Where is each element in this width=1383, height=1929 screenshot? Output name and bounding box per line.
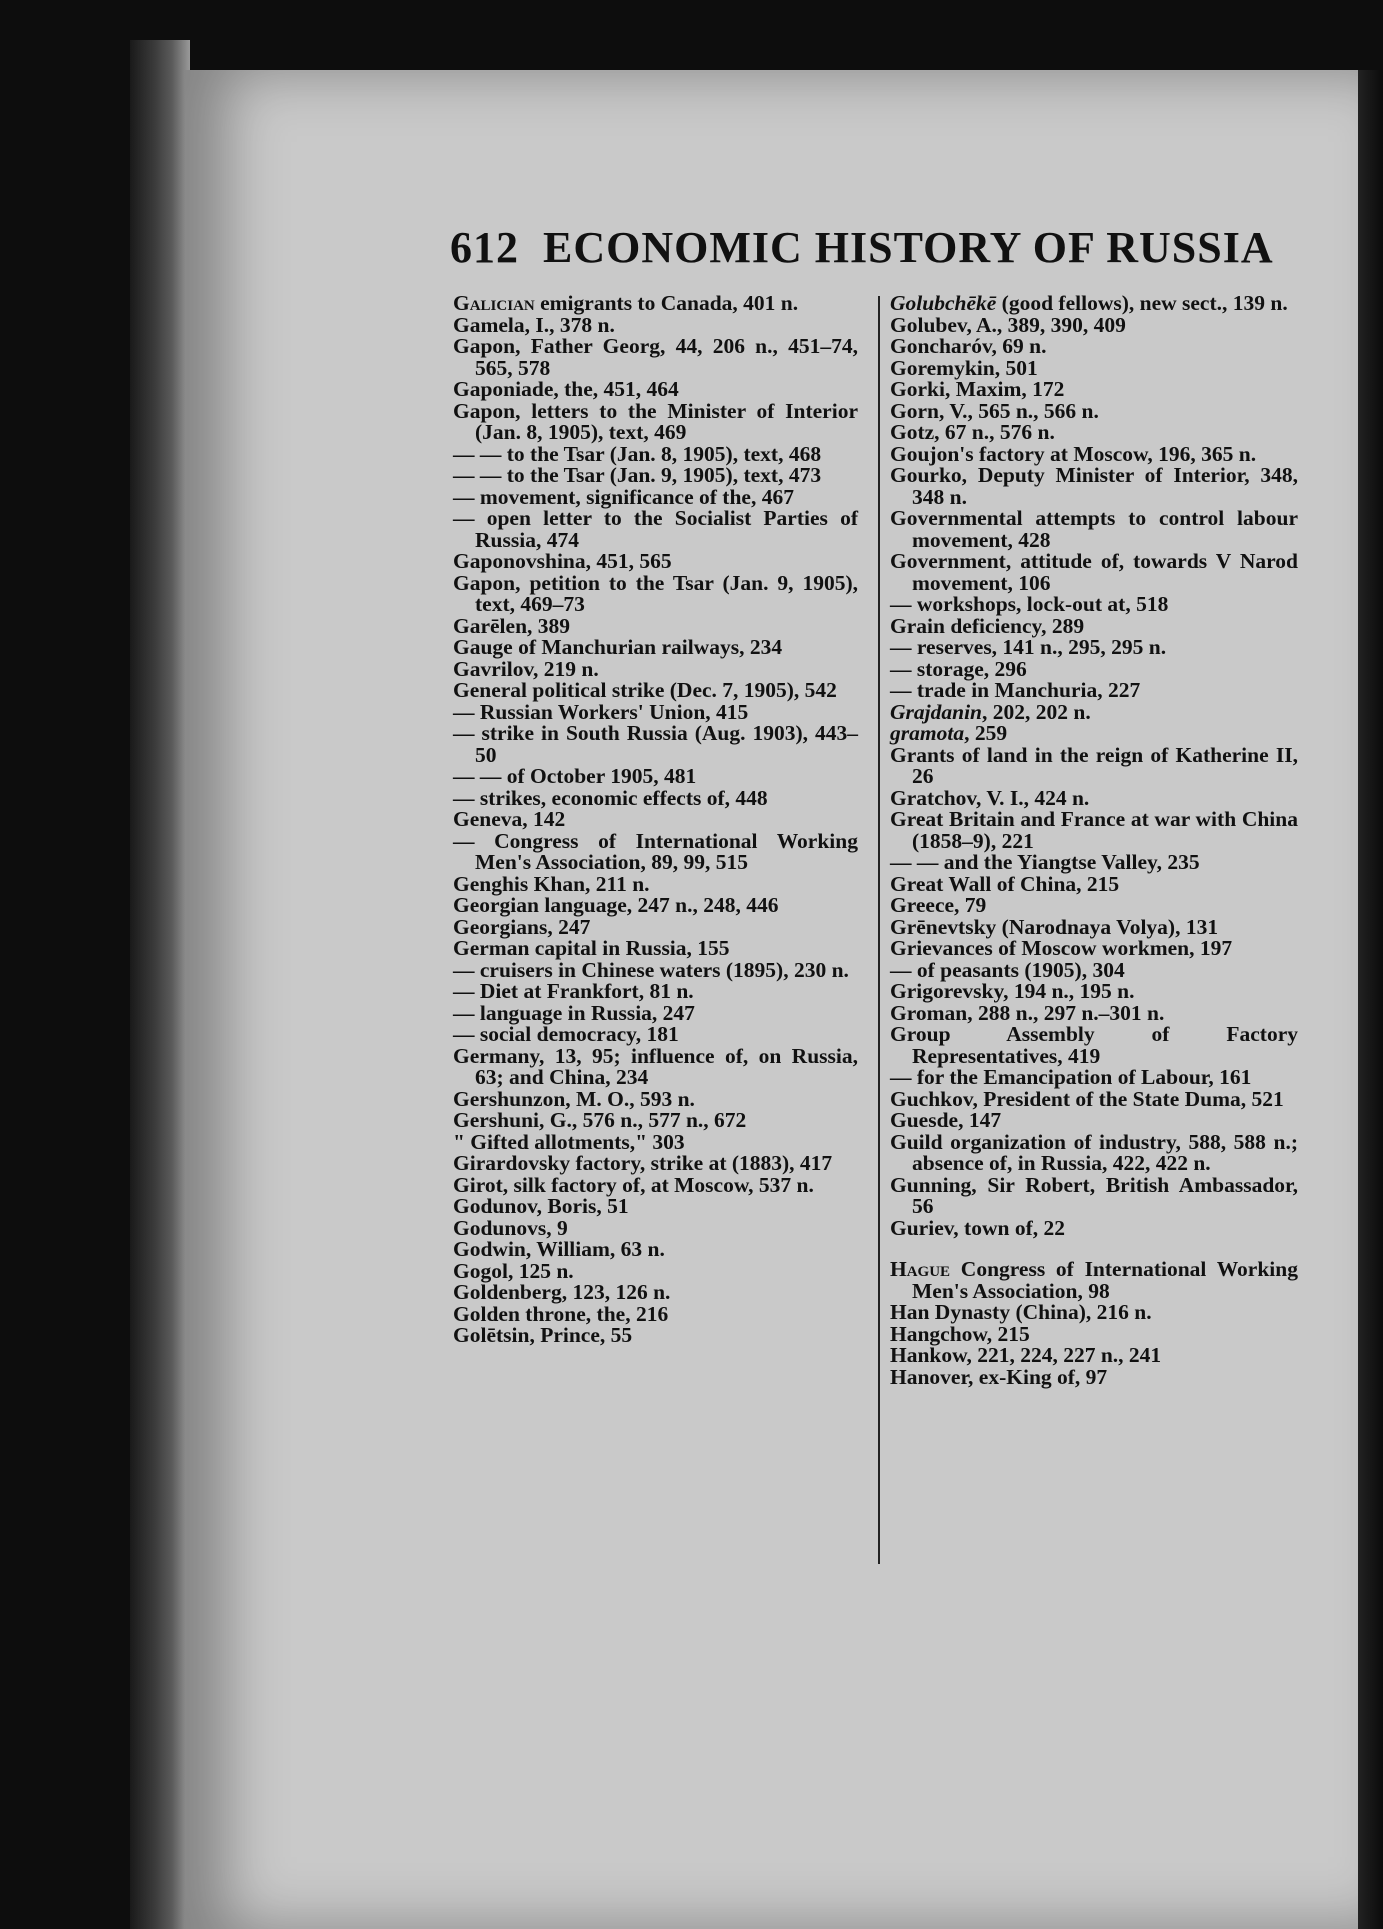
- index-entry-text: Germany, 13, 95; influence of, on Russia, 63; and China, 234: [453, 1043, 858, 1089]
- index-entry: [453, 1258, 858, 1283]
- index-entry: [890, 293, 1298, 315]
- book-spine: [130, 40, 190, 1929]
- index-entry-text: General political strike (Dec. 7, 1905), 542: [453, 678, 837, 702]
- index-entry: [890, 637, 1298, 659]
- index-entry-text: German capital in Russia, 155: [453, 936, 730, 960]
- index-entry: [890, 871, 1298, 896]
- index-entry: [890, 465, 1298, 508]
- index-entry: [890, 1129, 1298, 1175]
- index-entry-text: Gaponovshina, 451, 565: [453, 549, 672, 573]
- index-entry: [453, 1282, 858, 1304]
- index-entry: [890, 680, 1298, 702]
- index-entry-text: Godunovs, 9: [453, 1215, 568, 1240]
- index-entry: [890, 1086, 1298, 1111]
- index-entry-text: Gauge of Manchurian railways, 234: [453, 635, 783, 659]
- index-entry-text: — — to the Tsar (Jan. 9, 1905), text, 473: [453, 463, 822, 487]
- index-entry-text: — Congress of International Working Men's Association, 89, 99, 515: [453, 828, 858, 874]
- index-entry-text: Girardovsky factory, strike at (1883), 417: [453, 1151, 833, 1175]
- index-entry: [453, 484, 858, 509]
- page-header: [450, 222, 1274, 273]
- index-entry: [453, 828, 858, 874]
- index-entry-text: — social democracy, 181: [453, 1022, 679, 1046]
- index-entry: [890, 336, 1298, 358]
- index-entry: [453, 981, 858, 1003]
- index-entry-text: Goldenberg, 123, 126 n.: [453, 1280, 671, 1304]
- index-entry-lead: gramota: [890, 721, 965, 745]
- index-entry-text: Gorki, Maxim, 172: [890, 377, 1065, 401]
- index-entry: [453, 809, 858, 831]
- index-entry-lead: Grajdanin: [890, 699, 983, 724]
- index-entry-text: , 202, 202 n.: [982, 699, 1091, 724]
- index-entry: [890, 441, 1298, 466]
- index-entry: [890, 1110, 1298, 1132]
- index-entry: [453, 336, 858, 379]
- index-entry-text: — — of October 1905, 481: [453, 764, 697, 788]
- index-entry: [890, 379, 1298, 401]
- index-entry: [890, 957, 1298, 982]
- index-entry-text: Guriev, town of, 22: [890, 1215, 1065, 1240]
- index-entry: [453, 957, 858, 982]
- index-entry-text: — — to the Tsar (Jan. 8, 1905), text, 468: [453, 441, 822, 466]
- index-entry-text: Hangchow, 215: [890, 1321, 1030, 1346]
- index-column-left: [453, 293, 858, 1347]
- index-entry-text: Grievances of Moscow workmen, 197: [890, 936, 1233, 960]
- index-entry: [890, 914, 1298, 939]
- index-entry-text: — for the Emancipation of Labour, 161: [890, 1065, 1252, 1089]
- index-entry-text: Georgians, 247: [453, 914, 591, 939]
- index-entry-text: emigrants to Canada, 401 n.: [534, 291, 799, 315]
- index-entry-text: Guesde, 147: [890, 1108, 1002, 1132]
- index-entry-text: Governmental attempts to control labour movement, 428: [890, 506, 1298, 552]
- column-divider: [878, 296, 880, 1564]
- index-entry-text: Goncharóv, 69 n.: [890, 334, 1047, 358]
- index-entry-text: Gershunzon, M. O., 593 n.: [453, 1086, 695, 1111]
- index-entry-text: Group Assembly of Factory Representatives, 419: [890, 1022, 1298, 1068]
- index-entry-text: Gotz, 67 n., 576 n.: [890, 420, 1055, 444]
- index-entry-text: Grēnevtsky (Narodnaya Volya), 131: [890, 914, 1219, 939]
- index-entry: [453, 1043, 858, 1089]
- index-entry-text: Gunning, Sir Robert, British Ambassador, 56: [890, 1172, 1298, 1218]
- index-entry-text: — movement, significance of the, 467: [453, 484, 794, 509]
- index-entry: [453, 398, 858, 444]
- index-entry: [890, 656, 1298, 681]
- index-entry: [890, 895, 1298, 917]
- index-entry: [890, 1172, 1298, 1218]
- index-entry: [453, 1000, 858, 1025]
- index-entry-text: Goujon's factory at Moscow, 196, 365 n.: [890, 441, 1257, 466]
- index-entry: [890, 398, 1298, 423]
- index-entry-text: Guild organization of industry, 588, 588 n.; absence of, in Russia, 422, 422 n.: [890, 1129, 1298, 1175]
- index-entry-text: — strikes, economic effects of, 448: [453, 785, 768, 810]
- index-entry: [453, 895, 858, 917]
- index-entry-text: Gershuni, G., 576 n., 577 n., 672: [453, 1108, 747, 1132]
- index-entry: [890, 1000, 1298, 1025]
- index-entry-text: Gavrilov, 219 n.: [453, 656, 599, 681]
- page-number: 612: [450, 223, 519, 272]
- index-entry: [890, 1345, 1298, 1367]
- index-entry: [890, 1215, 1298, 1240]
- index-entry: [453, 766, 858, 788]
- index-entry-text: — strike in South Russia (Aug. 1903), 443–50: [453, 721, 858, 767]
- index-entry: [453, 551, 858, 573]
- index-entry: [453, 1325, 858, 1347]
- index-entry-text: Godwin, William, 63 n.: [453, 1237, 665, 1261]
- index-entry-text: — of peasants (1905), 304: [890, 957, 1125, 982]
- index-entry: [890, 613, 1298, 638]
- index-entry: [453, 637, 858, 659]
- index-entry-text: Golubev, A., 389, 390, 409: [890, 312, 1126, 337]
- index-entry: [453, 699, 858, 724]
- index-entry-text: Grain deficiency, 289: [890, 613, 1085, 638]
- running-title: ECONOMIC HISTORY OF RUSSIA: [543, 223, 1274, 272]
- index-entry: [890, 1364, 1298, 1389]
- index-entry-text: — — and the Yiangtse Valley, 235: [890, 850, 1200, 874]
- index-entry-text: Grants of land in the reign of Katherine II, 26: [890, 742, 1298, 788]
- index-entry: [890, 422, 1298, 444]
- index-entry: [453, 1196, 858, 1218]
- page-edge-shadow: [1358, 70, 1383, 1929]
- index-entry: [890, 1259, 1298, 1302]
- index-entry-text: Government, attitude of, towards V Narod movement, 106: [890, 549, 1298, 595]
- index-entry: [453, 1110, 858, 1132]
- index-entry-text: Greece, 79: [890, 893, 987, 917]
- index-entry-text: Geneva, 142: [453, 807, 566, 831]
- index-entry-text: Guchkov, President of the State Duma, 521: [890, 1086, 1284, 1111]
- index-entry: [890, 312, 1298, 337]
- index-entry: [890, 355, 1298, 380]
- index-entry-text: — language in Russia, 247: [453, 1000, 695, 1025]
- index-entry-text: Han Dynasty (China), 216 n.: [890, 1300, 1152, 1324]
- index-entry-text: Hankow, 221, 224, 227 n., 241: [890, 1343, 1162, 1367]
- index-entry-text: — storage, 296: [890, 656, 1027, 681]
- index-entry: [453, 914, 858, 939]
- index-entry-text: Goremykin, 501: [890, 355, 1038, 380]
- index-entry: [890, 1024, 1298, 1067]
- index-entry-text: Gratchov, V. I., 424 n.: [890, 785, 1090, 810]
- index-entry: [453, 1129, 858, 1154]
- index-entry-text: — Diet at Frankfort, 81 n.: [453, 979, 694, 1003]
- index-entry: [890, 809, 1298, 852]
- index-entry-lead: Galician: [453, 291, 535, 315]
- index-entry: [453, 871, 858, 896]
- index-entry-text: , 259: [964, 721, 1008, 745]
- index-entry: [453, 1153, 858, 1175]
- index-entry: [453, 1086, 858, 1111]
- index-entry: [890, 1067, 1298, 1089]
- index-entry-text: Golden throne, the, 216: [453, 1301, 669, 1326]
- index-entry-text: " Gifted allotments," 303: [453, 1129, 685, 1154]
- index-entry: [890, 981, 1298, 1003]
- index-entry-text: — workshops, lock-out at, 518: [890, 592, 1169, 616]
- index-entry: [890, 742, 1298, 788]
- index-entry: [453, 680, 858, 702]
- index-entry: [453, 1239, 858, 1261]
- index-entry: [890, 508, 1298, 551]
- index-entry-text: Gapon, petition to the Tsar (Jan. 9, 1905), text, 469–73: [453, 570, 858, 616]
- index-entry: [890, 699, 1298, 724]
- index-entry: [453, 379, 858, 401]
- index-entry-text: Gamela, I., 378 n.: [453, 312, 615, 337]
- index-entry: [453, 293, 858, 315]
- index-entry: [453, 312, 858, 337]
- index-entry-lead: Hague: [890, 1257, 951, 1281]
- index-entry: [453, 1215, 858, 1240]
- index-entry-text: Groman, 288 n., 297 n.–301 n.: [890, 1000, 1165, 1025]
- index-entry: [890, 551, 1298, 594]
- index-entry-text: — open letter to the Socialist Parties of Russia, 474: [453, 506, 858, 552]
- index-entry: [453, 1024, 858, 1046]
- index-entry: [453, 938, 858, 960]
- index-entry: [890, 723, 1298, 745]
- index-entry-text: Garēlen, 389: [453, 613, 571, 638]
- index-entry-text: Gogol, 125 n.: [453, 1258, 574, 1283]
- index-entry: [453, 723, 858, 766]
- index-entry: [453, 656, 858, 681]
- index-entry-lead: Golubchēkē: [890, 291, 997, 315]
- index-entry: [890, 938, 1298, 960]
- index-entry-text: Hanover, ex-King of, 97: [890, 1364, 1108, 1389]
- index-column-right: [890, 293, 1298, 1388]
- index-entry: [890, 1302, 1298, 1324]
- index-entry-text: Gapon, letters to the Minister of Interior (Jan. 8, 1905), text, 469: [453, 398, 858, 444]
- index-entry-text: Great Britain and France at war with China (1858–9), 221: [890, 807, 1298, 853]
- index-entry: [890, 785, 1298, 810]
- index-entry: [453, 570, 858, 616]
- index-entry-text: — reserves, 141 n., 295, 295 n.: [890, 635, 1167, 659]
- index-entry: [453, 508, 858, 551]
- index-entry-text: Golētsin, Prince, 55: [453, 1323, 633, 1347]
- index-entry-text: Godunov, Boris, 51: [453, 1194, 629, 1218]
- index-entry-text: — cruisers in Chinese waters (1895), 230 n.: [453, 957, 849, 982]
- index-entry: [890, 594, 1298, 616]
- index-entry-text: Gapon, Father Georg, 44, 206 n., 451–74, 565, 578: [453, 334, 858, 380]
- index-entry: [453, 1301, 858, 1326]
- index-entry-text: — trade in Manchuria, 227: [890, 678, 1141, 702]
- index-entry: [453, 1172, 858, 1197]
- index-entry-text: Genghis Khan, 211 n.: [453, 871, 650, 896]
- index-entry-text: Great Wall of China, 215: [890, 871, 1120, 896]
- index-entry: [890, 1321, 1298, 1346]
- index-entry: [453, 785, 858, 810]
- index-entry-text: Gaponiade, the, 451, 464: [453, 377, 679, 401]
- index-entry-text: Georgian language, 247 n., 248, 446: [453, 893, 779, 917]
- index-entry-text: Gourko, Deputy Minister of Interior, 348, 348 n.: [890, 463, 1298, 509]
- index-entry-text: Gorn, V., 565 n., 566 n.: [890, 398, 1099, 423]
- index-entry-text: Grigorevsky, 194 n., 195 n.: [890, 979, 1135, 1003]
- index-entry-text: Girot, silk factory of, at Moscow, 537 n.: [453, 1172, 814, 1197]
- index-entry-text: (good fellows), new sect., 139 n.: [996, 291, 1288, 315]
- index-entry-text: — Russian Workers' Union, 415: [453, 699, 749, 724]
- index-entry: [890, 852, 1298, 874]
- index-entry-text: Congress of International Working Men's Association, 98: [912, 1257, 1298, 1303]
- index-entry: [453, 465, 858, 487]
- index-entry: [453, 613, 858, 638]
- index-entry: [453, 441, 858, 466]
